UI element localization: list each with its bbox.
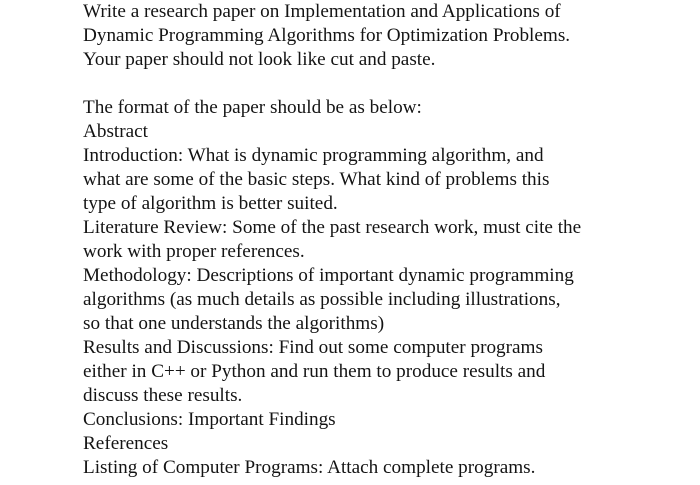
abstract-item: Abstract bbox=[83, 121, 149, 142]
text-line: algorithms (as much details as possible including illustrations, bbox=[83, 289, 561, 310]
document-body bbox=[83, 0, 683, 480]
assignment-prompt bbox=[83, 0, 683, 72]
methodology-item bbox=[83, 264, 683, 336]
text-line: Write a research paper on Implementation and Applications of bbox=[83, 1, 561, 22]
introduction-item bbox=[83, 144, 683, 216]
results-item bbox=[83, 336, 683, 408]
text-line: either in C++ or Python and run them to produce results and bbox=[83, 361, 546, 382]
text-line: Your paper should not look like cut and paste. bbox=[83, 49, 436, 70]
text-line: so that one understands the algorithms) bbox=[83, 313, 385, 334]
format-section bbox=[83, 96, 683, 480]
references-item: References bbox=[83, 433, 169, 454]
literature-review-item bbox=[83, 216, 683, 264]
text-line: work with proper references. bbox=[83, 241, 305, 262]
paragraph-gap bbox=[83, 72, 683, 96]
text-line: what are some of the basic steps. What kind of problems this bbox=[83, 169, 550, 190]
text-line: discuss these results. bbox=[83, 385, 243, 406]
conclusions-item: Conclusions: Important Findings bbox=[83, 409, 336, 430]
text-line: Results and Discussions: Find out some computer programs bbox=[83, 337, 543, 358]
format-heading: The format of the paper should be as below: bbox=[83, 97, 422, 118]
text-line: Introduction: What is dynamic programming algorithm, and bbox=[83, 145, 544, 166]
text-line: Dynamic Programming Algorithms for Optimization Problems. bbox=[83, 25, 571, 46]
listing-item: Listing of Computer Programs: Attach complete programs. bbox=[83, 457, 536, 478]
text-line: Literature Review: Some of the past research work, must cite the bbox=[83, 217, 582, 238]
text-line: Methodology: Descriptions of important dynamic programming bbox=[83, 265, 574, 286]
text-line: type of algorithm is better suited. bbox=[83, 193, 338, 214]
